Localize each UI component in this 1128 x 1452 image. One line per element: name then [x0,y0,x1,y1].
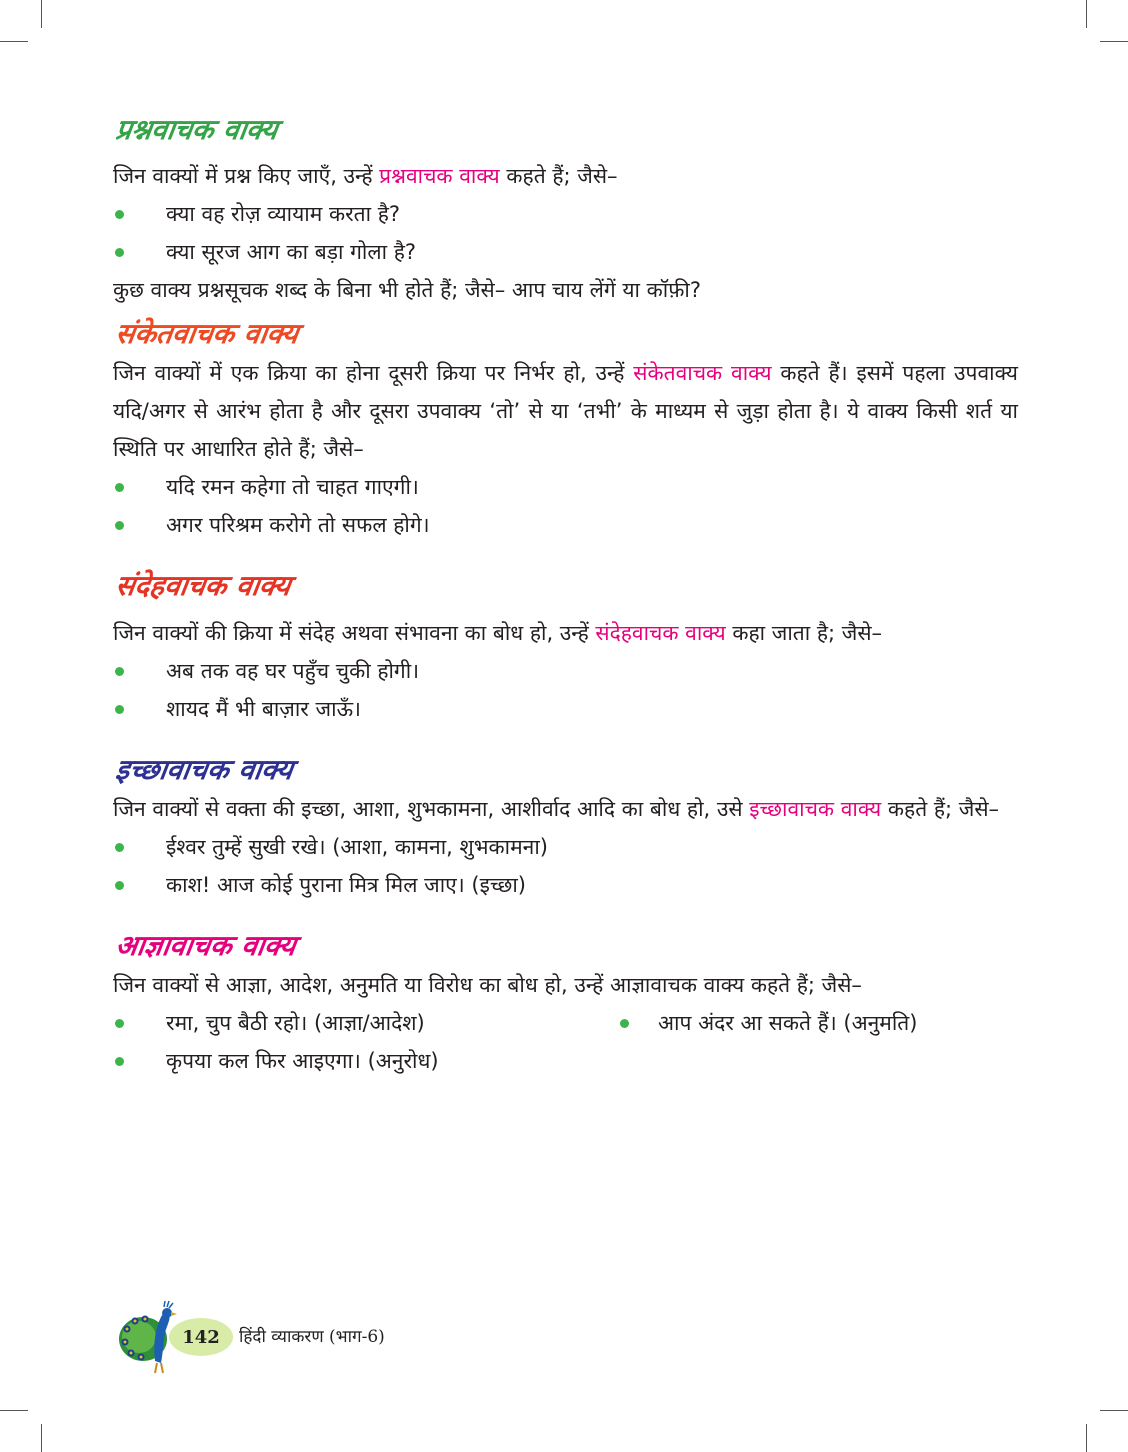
bullet-icon [115,210,124,219]
bullet-icon [115,1057,124,1066]
section-sanketvachak [113,314,1018,544]
list-item: आप अंदर आ सकते हैं। (अनुमति) [618,1004,917,1042]
book-title: हिंदी व्याकरण (भाग-6) [239,1327,385,1347]
page-number: 142 [169,1318,233,1356]
list-item: अगर परिश्रम करोगे तो सफल होगे। [113,506,1018,544]
page-footer [117,1295,517,1375]
list-item: अब तक वह घर पहुँच चुकी होगी। [113,652,1018,690]
example-list [113,828,1018,904]
bullet-icon [620,1019,629,1028]
list-item: शायद मैं भी बाज़ार जाऊँ। [113,690,1018,728]
list-item: क्या वह रोज़ व्यायाम करता है? [113,195,1018,233]
list-item: कृपया कल फिर आइएगा। (अनुरोध) [113,1042,618,1080]
bullet-icon [115,705,124,714]
crop-mark [1086,0,1087,28]
example-list [113,468,1018,544]
highlight-term: इच्छावाचक वाक्य [749,797,882,821]
bullet-icon [115,881,124,890]
bullet-icon [115,483,124,492]
highlight-term: संकेतवाचक वाक्य [633,361,772,385]
bullet-icon [115,1019,124,1028]
crop-mark [0,1410,28,1411]
bullet-icon [115,843,124,852]
section-heading: संदेहवाचक वाक्य [113,569,293,602]
section-heading: प्रश्नवाचक वाक्य [113,113,280,146]
example-list [113,652,1018,728]
list-item: ईश्वर तुम्हें सुखी रखे। (आशा, कामना, शुभकामना) [113,828,1018,866]
section-heading: आज्ञावाचक वाक्य [113,929,298,962]
example-list [113,195,1018,271]
bullet-icon [115,248,124,257]
section-sandehvachak [113,566,1018,728]
definition-paragraph: जिन वाक्यों से वक्ता की इच्छा, आशा, शुभकामना, आशीर्वाद आदि का बोध हो, उसे इच्छावाचक वाक्य कहते हैं; जैसे– [113,797,1000,821]
example-list [113,1004,618,1080]
bullet-icon [115,667,124,676]
example-columns [113,1004,1018,1080]
crop-mark [1100,41,1128,42]
list-item: क्या सूरज आग का बड़ा गोला है? [113,233,1018,271]
section-prashnavachak [113,110,1018,309]
list-item: यदि रमन कहेगा तो चाहत गाएगी। [113,468,1018,506]
crop-mark [1086,1424,1087,1452]
bullet-icon [115,521,124,530]
list-item: काश! आज कोई पुराना मित्र मिल जाए। (इच्छा) [113,866,1018,904]
section-agyavachak [113,926,1018,1080]
section-ichhavachak [113,750,1018,904]
crop-mark [41,0,42,28]
page-content [113,110,1018,1080]
definition-paragraph: जिन वाक्यों से आज्ञा, आदेश, अनुमति या विरोध का बोध हो, उन्हें आज्ञावाचक वाक्य कहते हैं; जैसे– [113,973,862,997]
crop-mark [1100,1410,1128,1411]
example-list [618,1004,917,1080]
list-item: रमा, चुप बैठी रहो। (आज्ञा/आदेश) [113,1004,618,1042]
crop-mark [0,41,28,42]
definition-paragraph: जिन वाक्यों में प्रश्न किए जाएँ, उन्हें प्रश्नवाचक वाक्य कहते हैं; जैसे– [113,164,618,188]
definition-paragraph: जिन वाक्यों में एक क्रिया का होना दूसरी क्रिया पर निर्भर हो, उन्हें संकेतवाचक वाक्य कहते हैं। इसमें पहला उपवाक्य यदि/अगर से आरंभ होता है और दूसरा उपवाक्य ‘तो’ से या ‘तभी’ के माध्यम से जुड़ा होता है। ये वाक्य किसी शर्त या स्थिति पर आधारित होते हैं; जैसे– [113,361,1018,461]
note-paragraph: कुछ वाक्य प्रश्नसूचक शब्द के बिना भी होते हैं; जैसे– आप चाय लेंगें या कॉफ़ी? [113,278,701,302]
highlight-term: प्रश्नवाचक वाक्य [379,164,500,188]
section-heading: संकेतवाचक वाक्य [113,317,301,350]
highlight-term: संदेहवाचक वाक्य [595,621,726,645]
definition-paragraph: जिन वाक्यों की क्रिया में संदेह अथवा संभावना का बोध हो, उन्हें संदेहवाचक वाक्य कहा जाता है; जैसे– [113,621,883,645]
section-heading: इच्छावाचक वाक्य [113,753,296,786]
crop-mark [41,1424,42,1452]
